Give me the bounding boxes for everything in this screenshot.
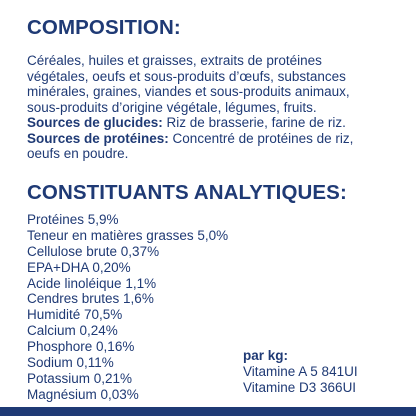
carbohydrate-sources-value: Riz de brasserie, farine de riz. [162, 115, 346, 130]
ingredients-line: sous-produits d’origine végétale, légumes, fruits. [27, 99, 317, 115]
carbohydrate-sources [27, 115, 397, 131]
ingredients-line: minérales, graines, viandes et sous-produits animaux, [27, 84, 350, 99]
vitamin-item: Vitamine D3 366UI [243, 379, 357, 395]
protein-sources-continued: oeufs en poudre. [27, 146, 129, 161]
constituent-item: Potassium 0,21% [27, 370, 133, 386]
composition-text [27, 53, 397, 162]
vitamin-item: Vitamine A 5 841UI [243, 363, 358, 379]
constituent-item: Phosphore 0,16% [27, 339, 135, 355]
constituent-item: Protéines 5,9% [27, 212, 119, 227]
constituent-item: Teneur en matières grasses 5,0% [27, 227, 229, 243]
constituent-item: Sodium 0,11% [27, 355, 114, 371]
ingredients-line: Céréales, huiles et graisses, extraits de protéines [27, 53, 322, 68]
protein-sources-value: Concentré de protéines de riz, [168, 130, 354, 146]
ingredients-line: végétales, oeufs et sous-produits d’œufs, substances [27, 68, 346, 84]
constituent-item: Humidité 70,5% [27, 307, 123, 323]
composition-heading: COMPOSITION: [27, 16, 181, 39]
analytical-constituents-heading: CONSTITUANTS ANALYTIQUES: [27, 181, 347, 204]
constituent-item: Acide linoléique 1,1% [27, 275, 157, 291]
vitamins-per-kg [243, 348, 358, 396]
constituent-item: EPA+DHA 0,20% [27, 259, 131, 275]
constituent-item: Cendres brutes 1,6% [27, 291, 154, 307]
constituent-item: Calcium 0,24% [27, 323, 118, 339]
bottom-color-bar [0, 407, 416, 416]
constituent-item: Magnésium 0,03% [27, 386, 139, 402]
constituent-item: Cellulose brute 0,37% [27, 243, 160, 259]
protein-sources-label: Sources de protéines: [27, 130, 169, 146]
carbohydrate-sources-label: Sources de glucides: [27, 115, 163, 130]
protein-sources [27, 131, 397, 147]
vitamins-title: par kg: [243, 348, 289, 363]
analytical-constituents-list [27, 212, 228, 403]
